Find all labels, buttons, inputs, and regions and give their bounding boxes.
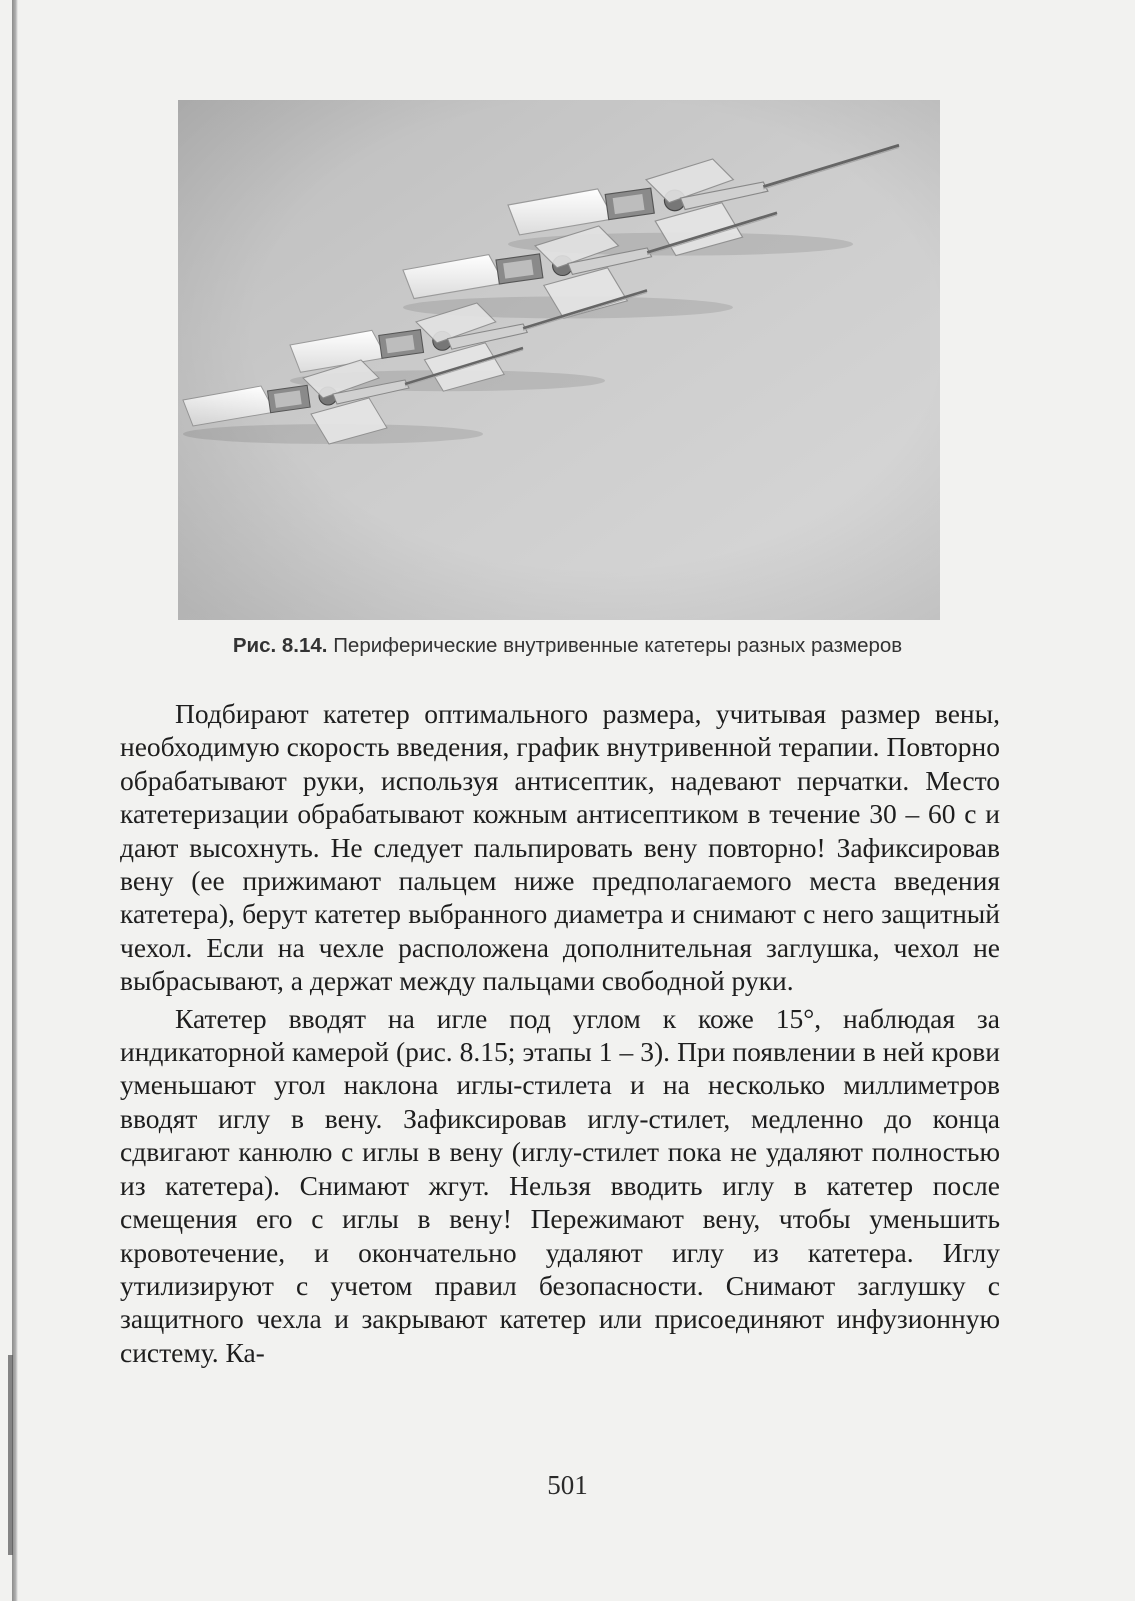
figure-caption bbox=[100, 634, 1035, 658]
page-number: 501 bbox=[547, 1470, 588, 1500]
peripheral-iv-catheters-photo bbox=[178, 100, 940, 620]
figure-label: Рис. 8.14. bbox=[232, 634, 328, 657]
scan-binding-shadow bbox=[8, 1355, 13, 1555]
paragraph: Подбирают катетер оптимального размера, учитывая размер вены, необходимую скорость введения, график внутривенной терапии. Повторно обрабатывают руки, используя антисептик, надевают перчатки. Место катетеризации обрабатывают кожным антисептиком в течение 30 – 60 с и дают высохнуть. Не следует пальпировать вену повторно! Зафиксировав вену (ее прижимают пальцем ниже предполагаемого места введения катетера), берут катетер выбранного диаметра и снимают с него защитный чехол. Если на чехле расположена дополнительная заглушка, чехол не выбрасывают, а держат между пальцами свободной руки. bbox=[120, 698, 1000, 997]
figure-caption-text: Периферические внутривенные катетеры разных размеров bbox=[327, 634, 903, 657]
paragraph: Катетер вводят на игле под углом к коже 15°, наблюдая за индикаторной камерой (рис. 8.15; этапы 1 – 3). При появлении в ней крови уменьшают угол наклона иглы-стилета и на несколько миллиметров вводят иглу в вену. Зафиксировав иглу-стилет, медленно до конца сдвигают канюлю с иглы в вену (иглу-стилет пока не удаляют полностью из катетера). Снимают жгут. Нельзя вводить иглу в катетер после смещения его с иглы в вену! Пережимают вену, чтобы уменьшить кровотечение, и окончательно удаляют иглу из катетера. Иглу утилизируют с учетом правил безопасности. Снимают заглушку с защитного чехла и закрывают катетер или присоединяют инфузионную систему. Ка- bbox=[120, 1002, 1000, 1368]
body-text bbox=[120, 697, 1000, 1369]
figure-photo bbox=[178, 100, 940, 620]
